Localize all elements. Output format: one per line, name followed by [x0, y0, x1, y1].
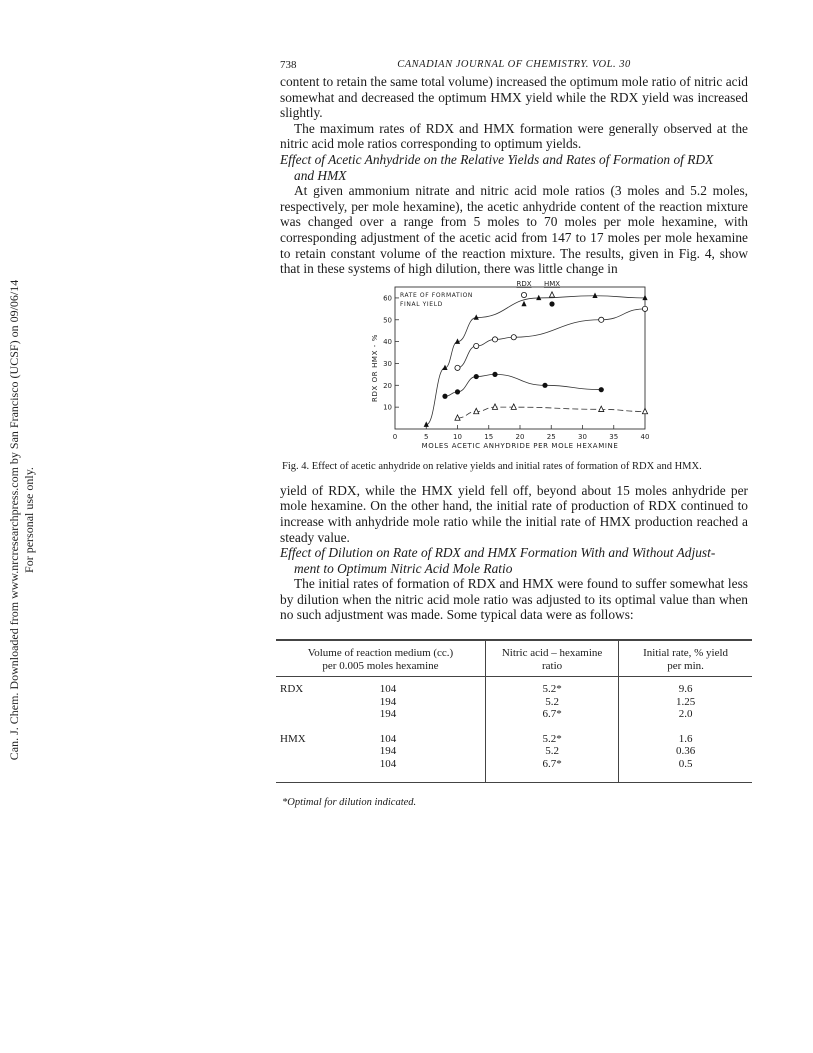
- data-point-series-3: [455, 415, 460, 420]
- dilution-data-table: [276, 639, 752, 783]
- table-footnote: *Optimal for dilution indicated.: [282, 797, 417, 809]
- series-line-3: [458, 407, 646, 418]
- data-point-series-0: [474, 314, 479, 319]
- table-cell: 194: [379, 745, 397, 758]
- figure-4: [280, 279, 748, 457]
- x-tick-label: 25: [546, 432, 556, 441]
- data-point-series-1: [492, 372, 497, 377]
- table-cell: 104: [379, 683, 397, 696]
- plot-frame: [395, 287, 645, 429]
- data-point-series-1: [455, 389, 460, 394]
- y-tick-label: 10: [383, 403, 392, 412]
- figure-caption-label: Fig. 4.: [282, 460, 310, 472]
- table-row-ratio: [485, 721, 618, 783]
- table-cell: 0.5: [678, 757, 693, 770]
- x-tick-label: 30: [578, 432, 587, 441]
- column-header-rate-line-2: per min.: [667, 659, 704, 672]
- data-point-series-3: [642, 408, 647, 413]
- section-heading-1: [280, 152, 748, 183]
- column-header-ratio: [485, 640, 618, 677]
- table-cell: 5.2*: [542, 732, 562, 745]
- data-point-series-1: [599, 387, 604, 392]
- y-tick-label: 30: [383, 359, 392, 368]
- legend-col-hmx: HMX: [543, 279, 561, 288]
- paragraph-3: At given ammonium nitrate and nitric acid mole ratios (3 moles and 5.2 moles, respectively, per mole hexamine), the acetic anhydride content of the reaction mixture was changed over a range from 5 moles to 70 moles per mole hexamine, with corresponding adjustment of the acetic acid from 147 to 17 moles per mole hexamine to retain constant volume of the reaction mixture. The results, given in Fig. 4, show that in these systems of high dilution, there was little change in: [280, 183, 748, 277]
- data-point-series-3: [511, 404, 516, 409]
- download-watermark: [2, 260, 42, 780]
- data-point-series-1: [474, 374, 479, 379]
- table-cell: 104: [379, 757, 397, 770]
- column-header-volume: [276, 640, 485, 677]
- section-heading-1-line-1: Effect of Acetic Anhydride on the Relative Yields and Rates of Formation of RDX: [280, 151, 714, 167]
- table-row: [276, 721, 752, 783]
- table-cell: 104: [379, 732, 397, 745]
- table-cell: 6.7*: [542, 708, 562, 721]
- section-heading-1-line-2: and HMX: [294, 167, 347, 183]
- data-point-series-3: [474, 408, 479, 413]
- series-line-0: [426, 295, 645, 424]
- column-header-volume-line-2: per 0.005 moles hexamine: [322, 659, 439, 672]
- table-row-volume: [276, 677, 485, 721]
- data-point-series-1: [442, 393, 447, 398]
- table-row: [276, 677, 752, 721]
- legend-marker-hmx-rate: [549, 292, 554, 297]
- section-heading-2-line-1: Effect of Dilution on Rate of RDX and HMX Formation With and Without Adjust-: [280, 545, 716, 561]
- figure-caption-text: Effect of acetic anhydride on relative yields and initial rates of formation of RDX and HMX.: [311, 460, 702, 472]
- column-header-ratio-line-2: ratio: [541, 659, 563, 672]
- data-point-series-3: [492, 404, 497, 409]
- data-point-series-2: [474, 343, 479, 348]
- legend-row-rate: RATE OF FORMATION: [400, 291, 474, 299]
- data-point-series-2: [455, 365, 460, 370]
- data-point-series-3: [599, 406, 604, 411]
- watermark-line-2: For personal use only.: [22, 467, 36, 573]
- data-point-series-1: [542, 382, 547, 387]
- table-cell: 5.2*: [542, 683, 562, 696]
- table-cell: 1.6: [678, 732, 693, 745]
- paragraph-4: yield of RDX, while the HMX yield fell off, beyond about 15 moles anhydride per mole hexamine. On the other hand, the initial rate of production of RDX continued to increase with anhydride mole ratio while the initial rate of HMX production reached a steady value.: [280, 482, 748, 545]
- running-header: [280, 56, 748, 74]
- table-cell: 6.7*: [542, 757, 562, 770]
- y-axis-label: RDX OR HMX - %: [371, 333, 379, 402]
- data-point-series-0: [642, 294, 647, 299]
- table-cell: 2.0: [678, 708, 693, 721]
- data-point-series-0: [592, 292, 597, 297]
- table-cell: 9.6: [678, 683, 693, 696]
- x-tick-label: 40: [640, 432, 650, 441]
- x-tick-label: 0: [392, 432, 398, 441]
- watermark-line-1: Can. J. Chem. Downloaded from www.nrcresearchpress.com by San Francisco (UCSF) on 09/06/14: [7, 279, 21, 761]
- data-point-series-2: [642, 306, 647, 311]
- y-tick-label: 50: [383, 315, 392, 324]
- x-tick-label: 10: [453, 432, 462, 441]
- x-tick-label: 15: [484, 432, 494, 441]
- x-axis-label: MOLES ACETIC ANHYDRIDE PER MOLE HEXAMINE: [421, 441, 619, 450]
- data-point-series-2: [599, 317, 604, 322]
- table-cell: 5.2: [545, 745, 559, 758]
- paragraph-5: The initial rates of formation of RDX and HMX were found to suffer somewhat less by dilution when the nitric acid mole ratio was adjusted to its optimal value than when no such adjustment was made. Some typical data were as follows:: [280, 576, 748, 623]
- paragraph-2: The maximum rates of RDX and HMX formation were generally observed at the nitric acid mole ratios corresponding to optimum yields.: [280, 120, 748, 152]
- legend-marker-rdx-yield: [521, 301, 526, 306]
- journal-page: [280, 56, 748, 808]
- series-line-1: [445, 374, 601, 396]
- y-tick-label: 60: [383, 294, 392, 303]
- table-group-label: RDX: [280, 683, 304, 696]
- y-tick-label: 20: [383, 381, 392, 390]
- section-heading-2: [280, 545, 748, 576]
- column-header-rate-line-1: Initial rate, % yield: [643, 647, 729, 660]
- figure-caption: [280, 461, 748, 473]
- journal-title: CANADIAN JOURNAL OF CHEMISTRY. VOL. 30: [397, 59, 631, 70]
- series-line-2: [458, 309, 646, 368]
- table-row-ratio: [485, 677, 618, 721]
- column-header-rate: [619, 640, 752, 677]
- legend-row-yield: FINAL YIELD: [400, 300, 443, 308]
- x-tick-label: 20: [515, 432, 525, 441]
- table-cell: 1.25: [675, 695, 696, 708]
- y-tick-label: 40: [383, 337, 392, 346]
- legend-col-rdx: RDX: [516, 279, 532, 288]
- legend-marker-hmx-yield: [549, 301, 554, 306]
- column-header-ratio-line-1: Nitric acid – hexamine: [501, 647, 603, 660]
- x-tick-label: 5: [424, 432, 429, 441]
- page-number: 738: [280, 59, 297, 71]
- table-cell: 5.2: [545, 695, 559, 708]
- paragraph-1: content to retain the same total volume) increased the optimum mole ratio of nitric acid somewhat and decreased the optimum HMX yield while the RDX yield was increased slightly.: [280, 74, 748, 121]
- section-heading-2-line-2: ment to Optimum Nitric Acid Mole Ratio: [294, 560, 513, 576]
- table-row-rate: [619, 721, 752, 783]
- data-point-series-2: [511, 334, 516, 339]
- table-row-volume: [276, 721, 485, 783]
- table-cell: 194: [379, 708, 397, 721]
- table-group-label: HMX: [280, 732, 306, 745]
- x-tick-label: 35: [609, 432, 619, 441]
- table-cell: 194: [379, 695, 397, 708]
- table-cell: 0.36: [675, 745, 696, 758]
- data-point-series-0: [536, 294, 541, 299]
- figure-4-chart: [280, 279, 748, 457]
- legend-marker-rdx-rate: [521, 292, 526, 297]
- column-header-volume-line-1: Volume of reaction medium (cc.): [307, 647, 454, 660]
- table-row-rate: [619, 677, 752, 721]
- data-point-series-2: [492, 337, 497, 342]
